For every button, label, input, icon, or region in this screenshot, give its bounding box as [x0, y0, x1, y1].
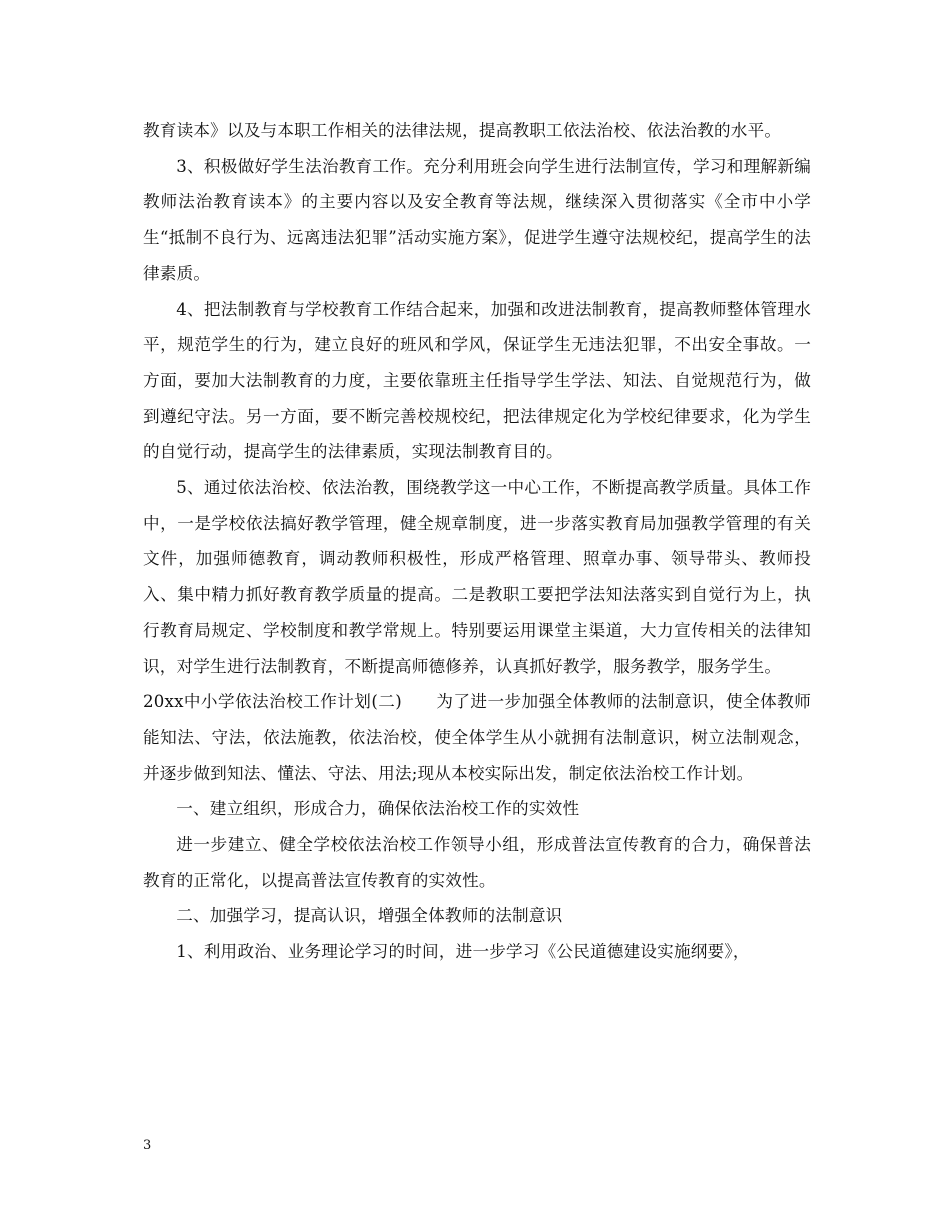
page-number: 3 — [143, 1138, 152, 1153]
paragraph-8: 二、加强学习，提高认识，增强全体教师的法制意识 — [176, 906, 563, 926]
paragraph-3: 4、把法制教育与学校教育工作结合起来，加强和改进法制教育，提高教师整体管理水平，规范学生的行为，建立良好的班风和学风，保证学生无违法犯罪，不出安全事故。一方面，要加大法制教育的力度，主要依靠班主任指导学生学法、知法、自觉规范行为，做到遵纪守法。另一方面，要不断完善校规校纪，把法律规定化为学校纪律要求，化为学生的自觉行动，提高学生的法律素质，实现法制教育目的。 — [143, 299, 811, 462]
paragraph-9: 1、利用政治、业务理论学习的时间，进一步学习《公民道德建设实施纲要》， — [176, 942, 750, 962]
paragraph-5: 20xx中小学依法治校工作计划(二) 为了进一步加强全体教师的法制意识，使全体教师能知法、守法，依法施教，依法治校，使全体学生从小就拥有法制意识，树立法制观念，并逐步做到知法、懂法、守法、用法;现从本校实际出发，制定依法治校工作计划。 — [143, 692, 811, 783]
paragraph-1: 教育读本》以及与本职工作相关的法律法规，提高教职工依法治校、依法治教的水平。 — [143, 121, 782, 140]
paragraph-2: 3、积极做好学生法治教育工作。充分利用班会向学生进行法制宣传，学习和理解新编教师法治教育读本》的主要内容以及安全教育等法规，继续深入贯彻落实《全市中小学生“抵制不良行为、远离违法犯罪”活动实施方案》，促进学生遵守法规校纪，提高学生的法律素质。 — [143, 156, 811, 283]
paragraph-6: 一、建立组织，形成合力，确保依法治校工作的实效性 — [176, 799, 580, 819]
paragraph-4: 5、通过依法治校、依法治教，围绕教学这一中心工作，不断提高教学质量。具体工作中，一是学校依法搞好教学管理，健全规章制度，进一步落实教育局加强教学管理的有关文件，加强师德教育，调动教师积极性，形成严格管理、照章办事、领导带头、教师投入、集中精力抓好教育教学质量的提高。二是教职工要把学法知法落实到自觉行为上，执行教育局规定、学校制度和教学常规上。特别要运用课堂主渠道，大力宣传相关的法律知识，对学生进行法制教育，不断提高师德修养，认真抓好教学，服务教学，服务学生。 — [143, 478, 811, 676]
document-body — [143, 113, 811, 970]
paragraph-7: 进一步建立、健全学校依法治校工作领导小组，形成普法宣传教育的合力，确保普法教育的正常化，以提高普法宣传教育的实效性。 — [143, 835, 811, 890]
